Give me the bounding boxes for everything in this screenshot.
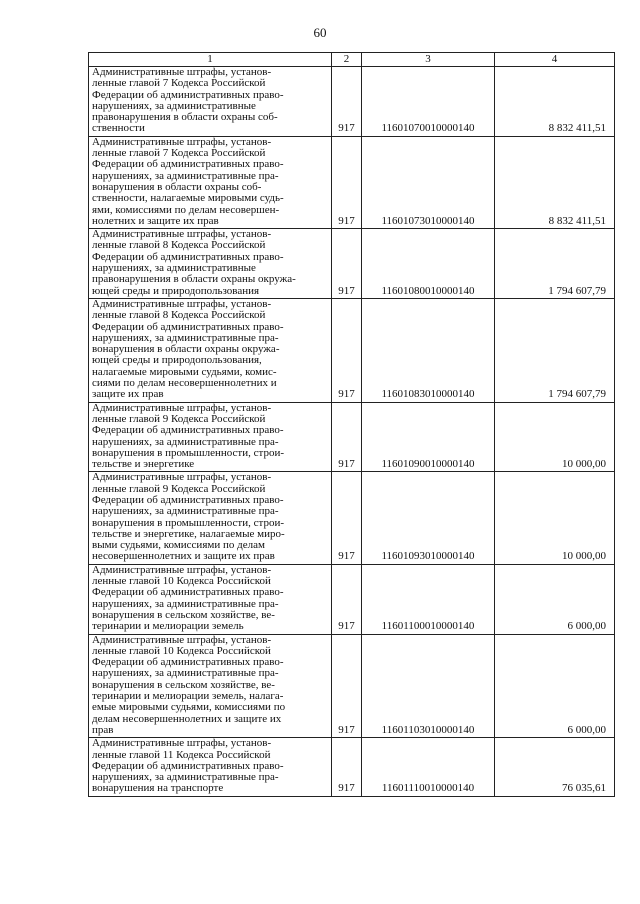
description-line: Административные штрафы, установ- [92,737,272,750]
budget-table [88,52,615,797]
budget-classification-code: 11601093010000140 [362,472,495,564]
description-line: теринарии и мелиорации земель, налага- [92,690,284,703]
description-line: Административные штрафы, установ- [92,401,272,414]
description-line: правонарушения в области охраны окружа- [92,273,296,286]
description-line: выми судьями, комиссиями по делам [92,539,265,552]
description-line: ющей среды и природопользования [92,284,260,297]
description-line: Административные штрафы, установ- [92,135,272,148]
description-line: Административные штрафы, установ- [92,633,272,646]
amount: 76 035,61 [495,738,615,796]
description-line: вонарушения в промышленности, строи- [92,516,284,529]
table-row [89,564,615,634]
description-line: нарушениях, за административные пра- [92,435,279,448]
description-line: нарушениях, за административные пра- [92,667,279,680]
administrator-code: 917 [332,402,362,472]
budget-classification-code: 11601080010000140 [362,229,495,299]
description-line: Федерации об административных право- [92,586,284,599]
description-line: нарушениях, за административные [92,262,256,275]
description-line: Федерации об административных право- [92,759,284,772]
budget-classification-code: 11601100010000140 [362,564,495,634]
description-line: вонарушения в сельском хозяйстве, ве- [92,678,275,691]
description-line: ющей среды и природопользования, [92,354,262,367]
amount: 10 000,00 [495,402,615,472]
description-line: Административные штрафы, установ- [92,563,272,576]
income-description [89,402,332,472]
administrator-code: 917 [332,564,362,634]
description-line: нарушениях, за административные [92,99,256,112]
column-header-3: 3 [362,53,495,67]
description-line: емые мировыми судьями, комиссиями по [92,701,286,714]
administrator-code: 917 [332,229,362,299]
table-row [89,229,615,299]
income-description [89,136,332,228]
description-line: ленные главой 10 Кодекса Российской [92,575,271,588]
description-line: нарушениях, за административные пра- [92,771,279,784]
description-line: Федерации об административных право- [92,158,284,171]
income-description [89,298,332,402]
description-line: Федерации об административных право- [92,424,284,437]
description-line: вонарушения в сельском хозяйстве, ве- [92,608,275,621]
income-description [89,738,332,796]
description-line: ленные главой 7 Кодекса Российской [92,147,266,160]
amount: 6 000,00 [495,564,615,634]
description-line: вонарушения в области охраны соб- [92,180,262,193]
description-line: Федерации об административных право- [92,250,284,263]
budget-classification-code: 11601070010000140 [362,67,495,137]
administrator-code: 917 [332,472,362,564]
amount: 8 832 411,51 [495,67,615,137]
table-row [89,738,615,796]
budget-classification-code: 11601090010000140 [362,402,495,472]
administrator-code: 917 [332,298,362,402]
income-description [89,564,332,634]
amount: 1 794 607,79 [495,298,615,402]
budget-classification-code: 11601083010000140 [362,298,495,402]
column-header-1: 1 [89,53,332,67]
description-line: Федерации об административных право- [92,493,284,506]
administrator-code: 917 [332,634,362,738]
table-row [89,634,615,738]
description-line: Федерации об административных право- [92,88,284,101]
description-line: теринарии и мелиорации земель [92,620,244,633]
description-line: ленные главой 9 Кодекса Российской [92,412,266,425]
description-line: ями, комиссиями по делам несовершен- [92,203,280,216]
table-row [89,472,615,564]
amount: 1 794 607,79 [495,229,615,299]
description-line: сиями по делам несовершеннолетних и [92,377,277,390]
budget-classification-code: 11601103010000140 [362,634,495,738]
income-description [89,634,332,738]
administrator-code: 917 [332,738,362,796]
description-line: вонарушения на транспорте [92,782,224,795]
table-row [89,298,615,402]
column-header-4: 4 [495,53,615,67]
description-line: Административные штрафы, установ- [92,297,272,310]
description-line: тельстве и энергетике, налагаемые миро- [92,527,285,540]
description-line: ленные главой 8 Кодекса Российской [92,309,266,322]
description-line: Федерации об административных право- [92,320,284,333]
description-line: Административные штрафы, установ- [92,228,272,241]
table-row [89,67,615,137]
description-line: несовершеннолетних и защите их прав [92,550,275,563]
description-line: нарушениях, за административные пра- [92,331,279,344]
table-header-row [89,53,615,67]
amount: 6 000,00 [495,634,615,738]
page-number: 60 [313,25,327,40]
income-description [89,229,332,299]
budget-classification-code: 11601110010000140 [362,738,495,796]
description-line: правонарушения в области охраны соб- [92,111,278,124]
description-line: ственности, налагаемые мировыми судь- [92,192,284,205]
description-line: ленные главой 11 Кодекса Российской [92,748,271,761]
description-line: вонарушения в области охраны окружа- [92,343,280,356]
description-line: ленные главой 10 Кодекса Российской [92,644,271,657]
income-description [89,472,332,564]
description-line: Административные штрафы, установ- [92,471,272,484]
description-line: делам несовершеннолетних и защите их [92,712,282,725]
description-line: нарушениях, за административные пра- [92,169,279,182]
description-line: ственности [92,122,145,135]
description-line: нолетних и защите их прав [92,214,219,227]
description-line: ленные главой 7 Кодекса Российской [92,77,266,90]
table-row [89,402,615,472]
description-line: вонарушения в промышленности, строи- [92,446,284,459]
description-line: нарушениях, за административные пра- [92,505,279,518]
description-line: ленные главой 9 Кодекса Российской [92,482,266,495]
description-line: тельстве и энергетике [92,458,195,471]
table-row [89,136,615,228]
description-line: Федерации об административных право- [92,656,284,669]
description-line: нарушениях, за административные пра- [92,597,279,610]
description-line: Административные штрафы, установ- [92,66,272,78]
amount: 10 000,00 [495,472,615,564]
administrator-code: 917 [332,67,362,137]
description-line: защите их прав [92,388,164,401]
column-header-2: 2 [332,53,362,67]
budget-classification-code: 11601073010000140 [362,136,495,228]
description-line: налагаемые мировыми судьями, комис- [92,365,277,378]
amount: 8 832 411,51 [495,136,615,228]
description-line: прав [92,723,114,736]
administrator-code: 917 [332,136,362,228]
income-description [89,67,332,137]
description-line: ленные главой 8 Кодекса Российской [92,239,266,252]
